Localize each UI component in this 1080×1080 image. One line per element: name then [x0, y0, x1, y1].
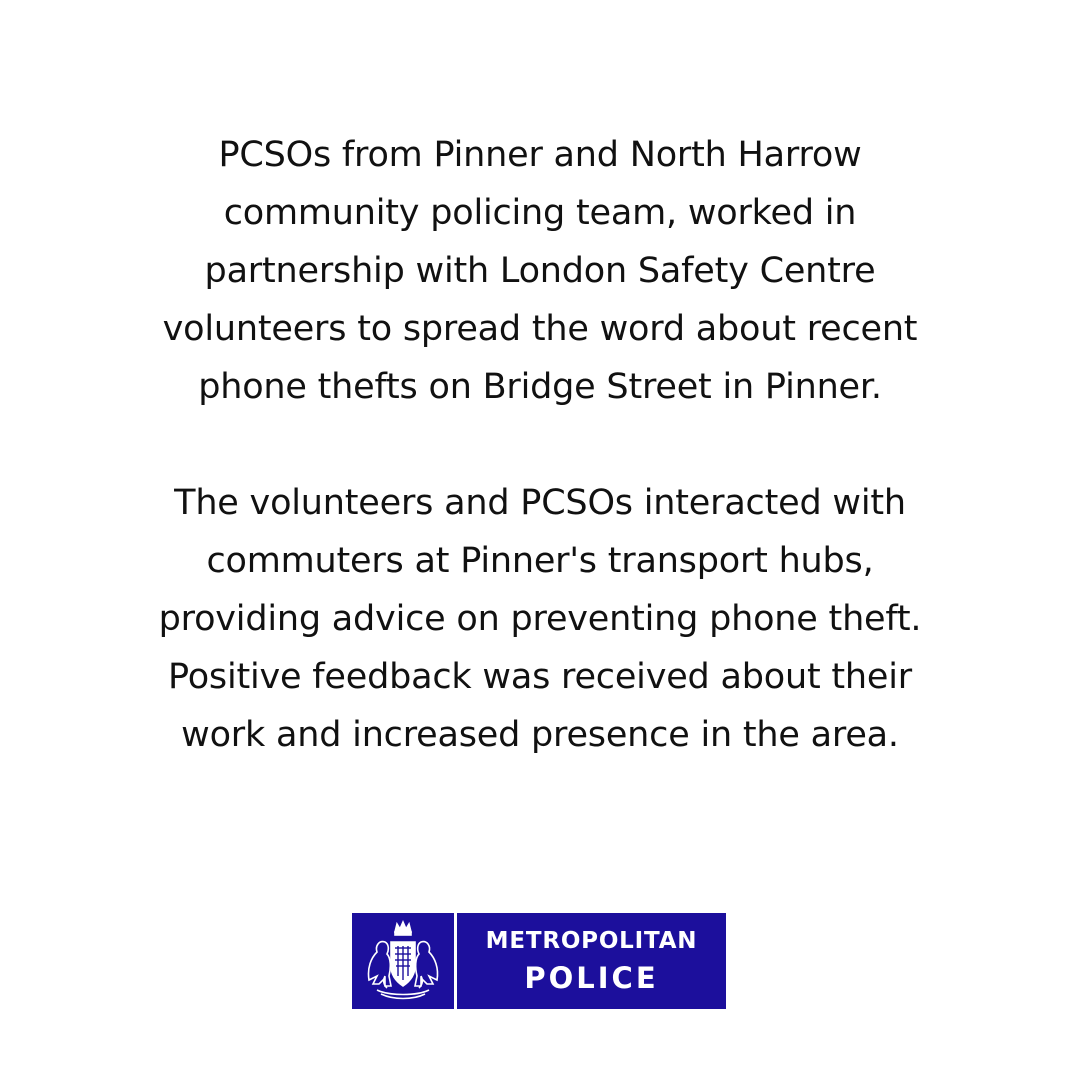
logo-line-police: POLICE: [524, 961, 659, 995]
logo-wordmark: [457, 913, 726, 1009]
post-text: [0, 126, 1080, 764]
paragraph-1: PCSOs from Pinner and North Harrow community policing team, worked in partnership with London Safety Centre volunteers to spread the word about recent phone thefts on Bridge Street in Pinner.: [162, 135, 918, 407]
metropolitan-police-logo: [352, 913, 726, 1009]
paragraph-2: The volunteers and PCSOs interacted with commuters at Pinner's transport hubs, providing advice on preventing phone theft. Positive feedback was received about their work and increased presence in the area.: [158, 483, 922, 755]
police-crest-icon: [352, 913, 454, 1009]
logo-line-metropolitan: METROPOLITAN: [485, 928, 698, 954]
